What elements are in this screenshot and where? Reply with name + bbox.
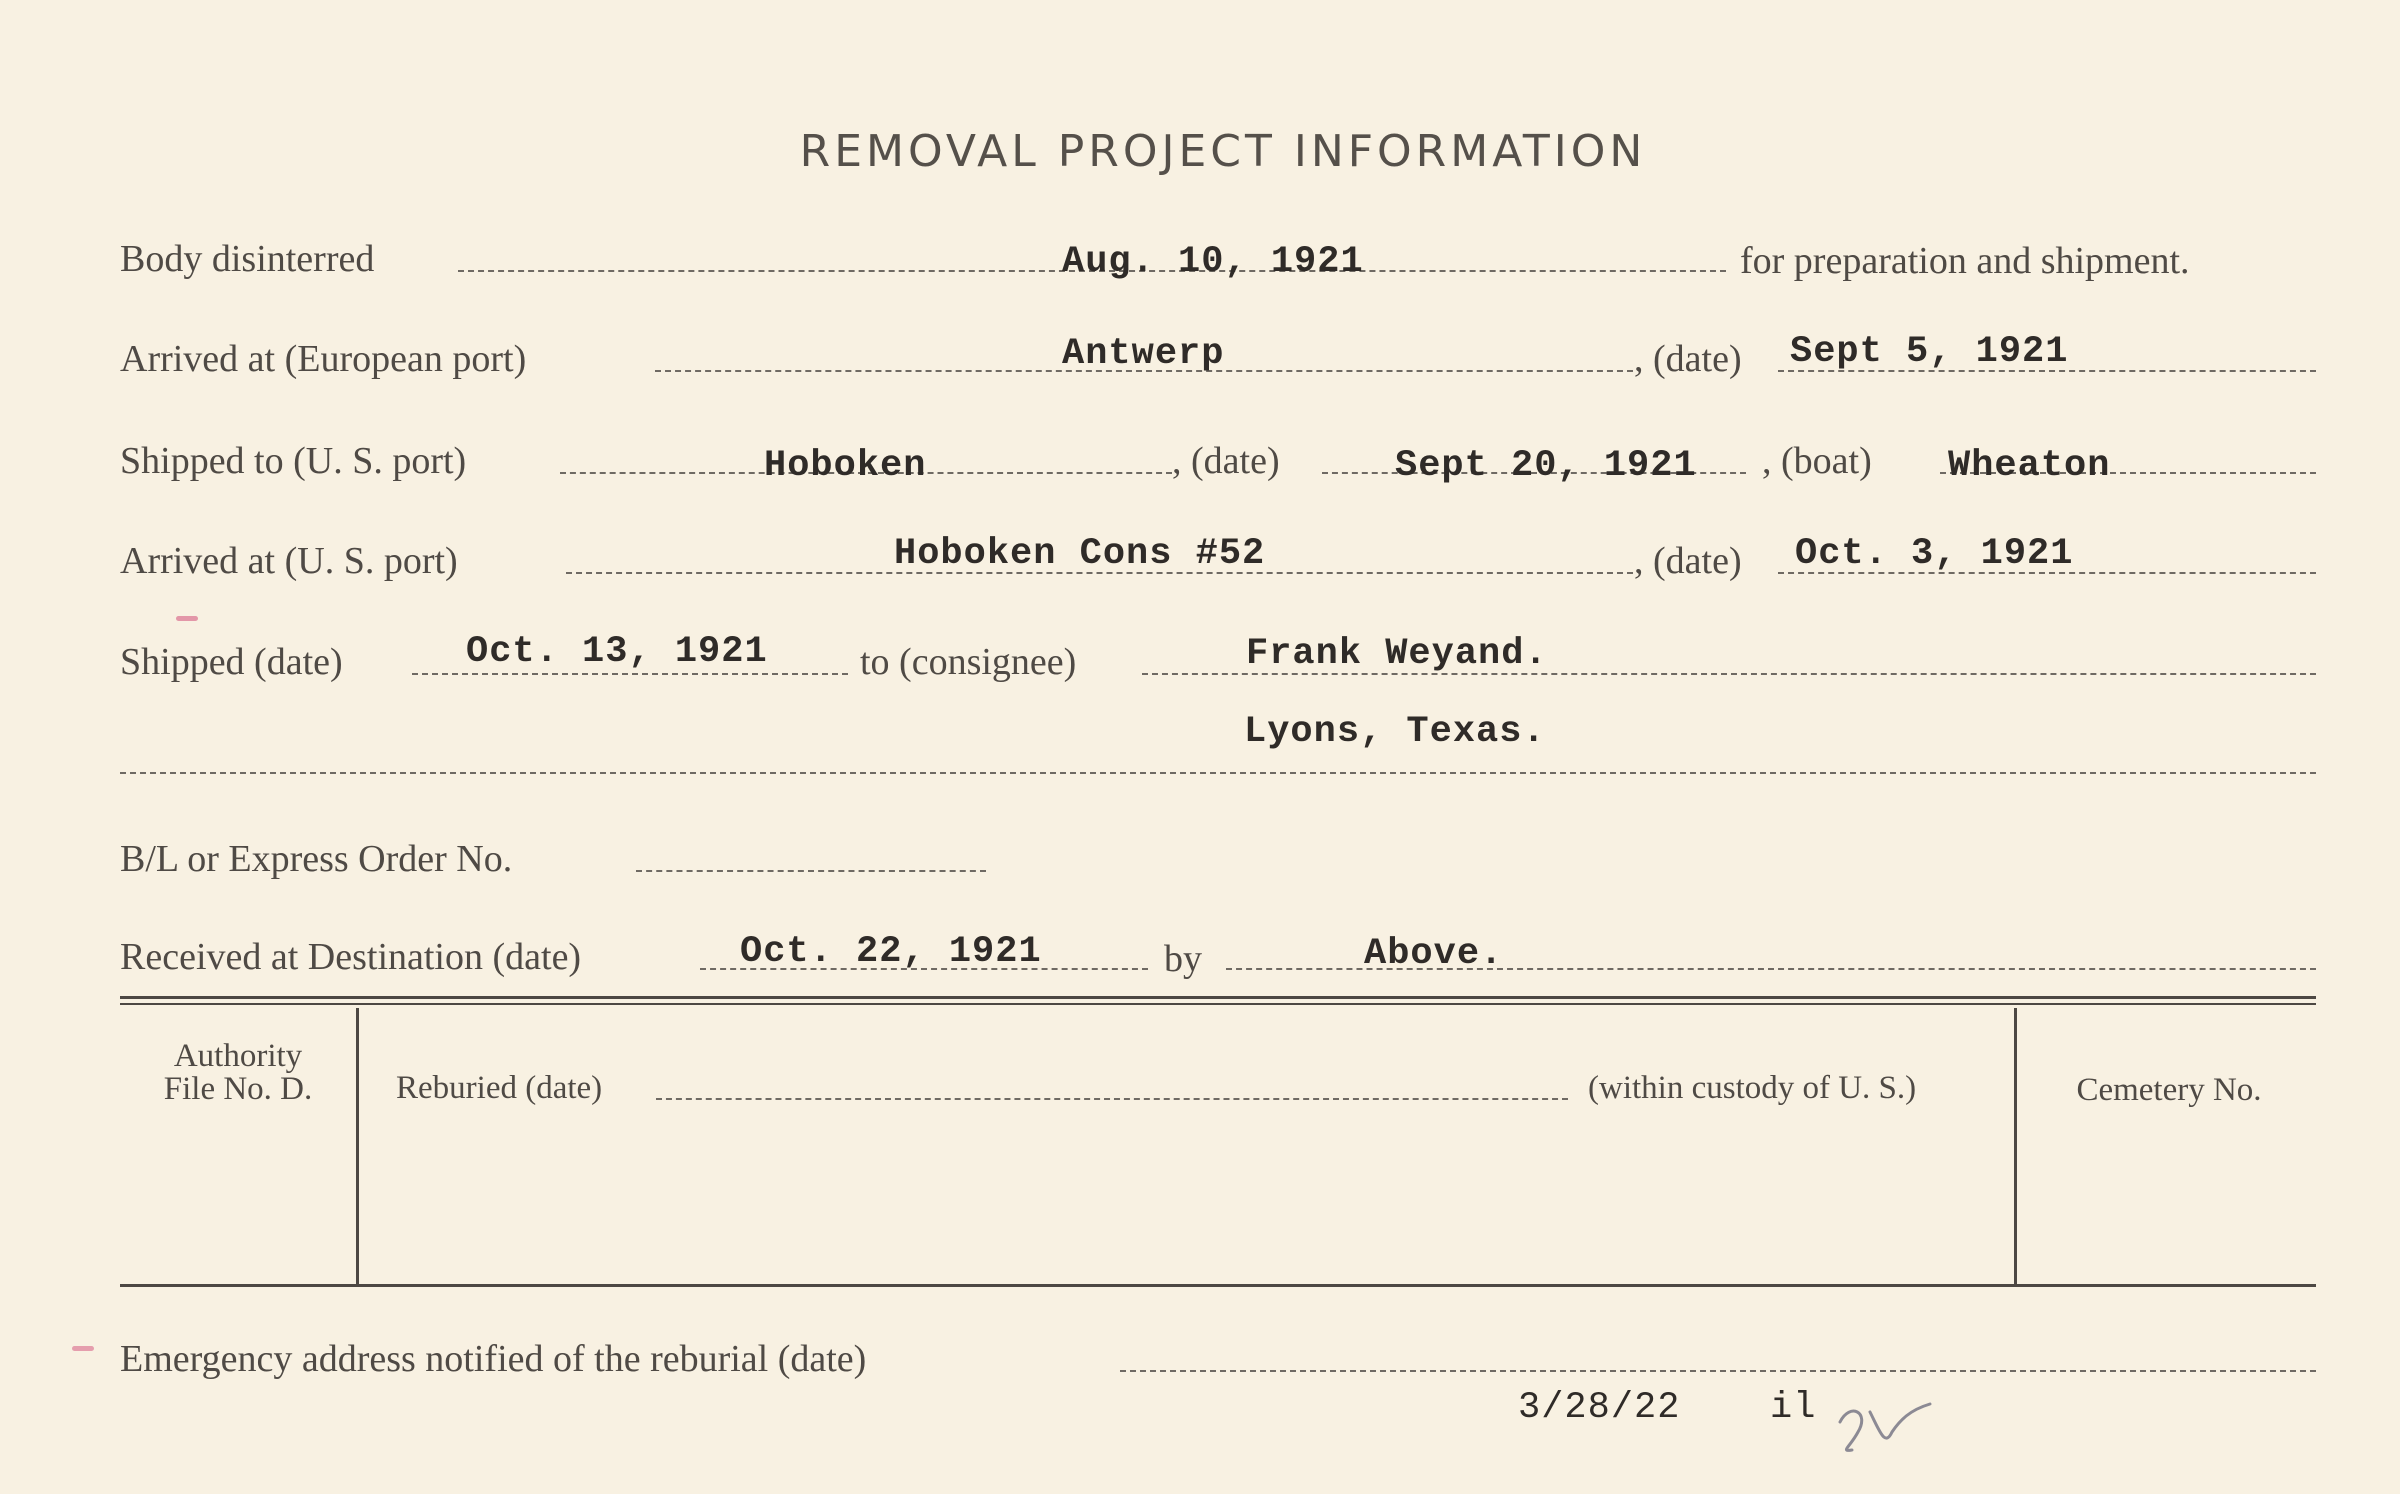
shipped-to-date-label: , (date) xyxy=(1172,440,1280,482)
by-label: by xyxy=(1164,938,1202,980)
body-disinterred-label: Body disinterred xyxy=(120,238,375,280)
us-port-arrived-value: Hoboken Cons #52 xyxy=(894,533,1266,575)
box-top-rule-inner xyxy=(120,1003,2316,1005)
us-arrival-date-value: Oct. 3, 1921 xyxy=(1795,533,2074,575)
box-divider-left xyxy=(356,1008,359,1284)
cemetery-label: Cemetery No. xyxy=(2076,1072,2262,1108)
box-top-rule xyxy=(120,996,2316,999)
us-arrival-date-label: , (date) xyxy=(1634,540,1742,582)
us-port-shipped-to-value: Hoboken xyxy=(764,445,927,487)
european-arrival-date-value: Sept 5, 1921 xyxy=(1790,331,2069,373)
shipped-date-value: Oct. 13, 1921 xyxy=(466,631,768,673)
box-bottom-rule xyxy=(120,1284,2316,1287)
consignee-label: to (consignee) xyxy=(860,641,1077,683)
form-title: REMOVAL PROJECT INFORMATION xyxy=(799,126,1647,177)
european-port-value: Antwerp xyxy=(1062,333,1225,375)
address-line xyxy=(120,772,2316,774)
shipped-date-line xyxy=(412,673,848,675)
consignee-address-value: Lyons, Texas. xyxy=(1244,711,1546,753)
authority-label: Authority xyxy=(173,1038,303,1074)
boat-label: , (boat) xyxy=(1762,440,1872,482)
file-no-label: File No. D. xyxy=(163,1071,313,1107)
received-label: Received at Destination (date) xyxy=(120,936,582,978)
boat-value: Wheaton xyxy=(1948,445,2111,487)
european-date-label: , (date) xyxy=(1634,338,1742,380)
emergency-line xyxy=(1120,1370,2316,1372)
emergency-label: Emergency address notified of the reburial (date) xyxy=(120,1338,867,1380)
consignee-name-value: Frank Weyand. xyxy=(1246,633,1548,675)
box-divider-right xyxy=(2014,1008,2017,1284)
footer-date-value: 3/28/22 xyxy=(1518,1387,1681,1429)
arrived-european-label: Arrived at (European port) xyxy=(120,338,527,380)
stray-ink-mark-2 xyxy=(72,1346,94,1351)
shipped-to-label: Shipped to (U. S. port) xyxy=(120,440,467,482)
shipped-date-label: Shipped (date) xyxy=(120,641,343,683)
reburied-label: Reburied (date) xyxy=(396,1070,603,1106)
bl-label: B/L or Express Order No. xyxy=(120,838,513,880)
preparation-label: for preparation and shipment. xyxy=(1740,240,2190,282)
pencil-mark-icon xyxy=(1830,1392,1950,1472)
custody-label: (within custody of U. S.) xyxy=(1588,1070,1917,1106)
received-date-value: Oct. 22, 1921 xyxy=(740,931,1042,973)
shipped-to-date-value: Sept 20, 1921 xyxy=(1395,445,1697,487)
arrived-us-label: Arrived at (U. S. port) xyxy=(120,540,458,582)
footer-initials-value: il xyxy=(1770,1387,1817,1429)
received-by-value: Above. xyxy=(1364,933,1504,975)
reburied-line xyxy=(656,1098,1568,1100)
bl-line xyxy=(636,870,986,872)
stray-ink-mark xyxy=(176,616,198,621)
disinterred-date-value: Aug. 10, 1921 xyxy=(1062,241,1364,283)
